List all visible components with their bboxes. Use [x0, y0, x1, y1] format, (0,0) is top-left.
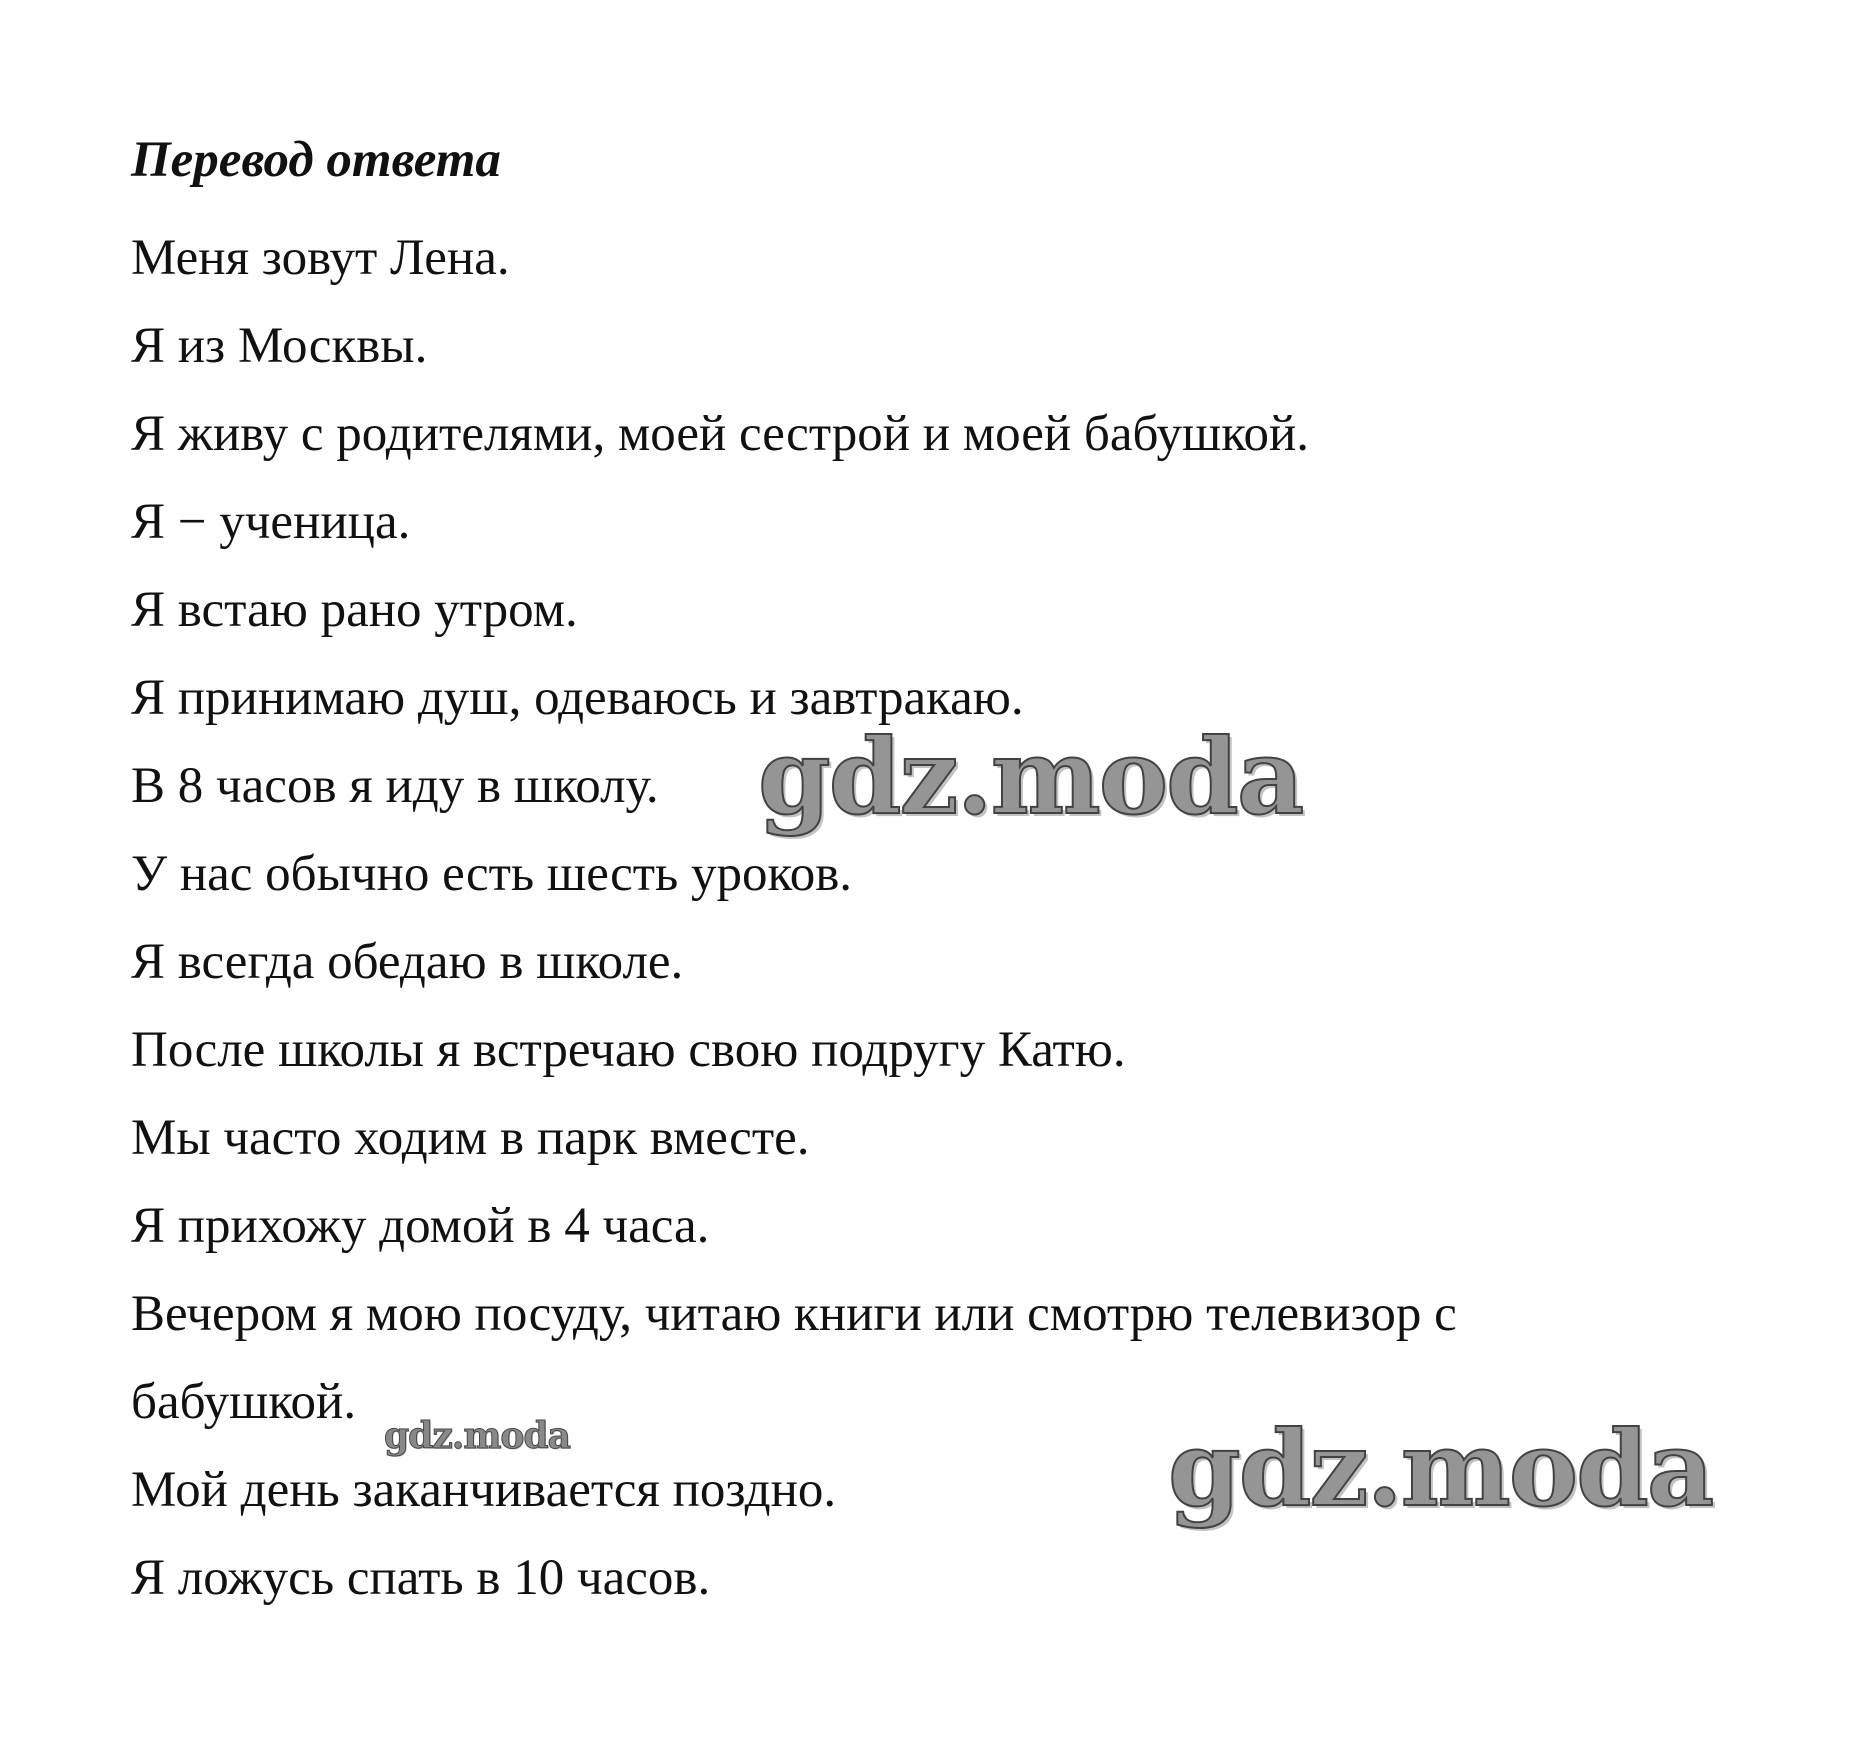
text-line: Вечером я мою посуду, читаю книги или смотрю телевизор с: [131, 1286, 1457, 1342]
text-line: Я из Москвы.: [131, 318, 428, 374]
watermark-logo: gdz.moda: [758, 715, 1303, 838]
text-line: У нас обычно есть шесть уроков.: [131, 846, 853, 902]
text-line: Мой день заканчивается поздно.: [131, 1462, 837, 1518]
text-line: Мы часто ходим в парк вместе.: [131, 1110, 810, 1166]
watermark-logo: gdz.moda: [1168, 1407, 1713, 1530]
text-line: Я живу с родителями, моей сестрой и моей бабушкой.: [131, 406, 1309, 462]
watermark-logo-small: gdz.moda: [384, 1415, 570, 1457]
text-line: Я ложусь спать в 10 часов.: [131, 1550, 711, 1606]
text-line: Я принимаю душ, одеваюсь и завтракаю.: [131, 670, 1024, 726]
text-line: В 8 часов я иду в школу.: [131, 758, 659, 814]
document-body: [131, 128, 1781, 1622]
text-line: бабушкой.: [131, 1374, 357, 1430]
text-line: Меня зовут Лена.: [131, 230, 510, 286]
text-line: После школы я встречаю свою подругу Катю.: [131, 1022, 1126, 1078]
text-line: Я встаю рано утром.: [131, 582, 578, 638]
text-line: Я прихожу домой в 4 часа.: [131, 1198, 710, 1254]
text-line: Я всегда обедаю в школе.: [131, 934, 684, 990]
document-heading: Перевод ответа: [131, 132, 501, 188]
text-line: Я − ученица.: [131, 494, 411, 550]
